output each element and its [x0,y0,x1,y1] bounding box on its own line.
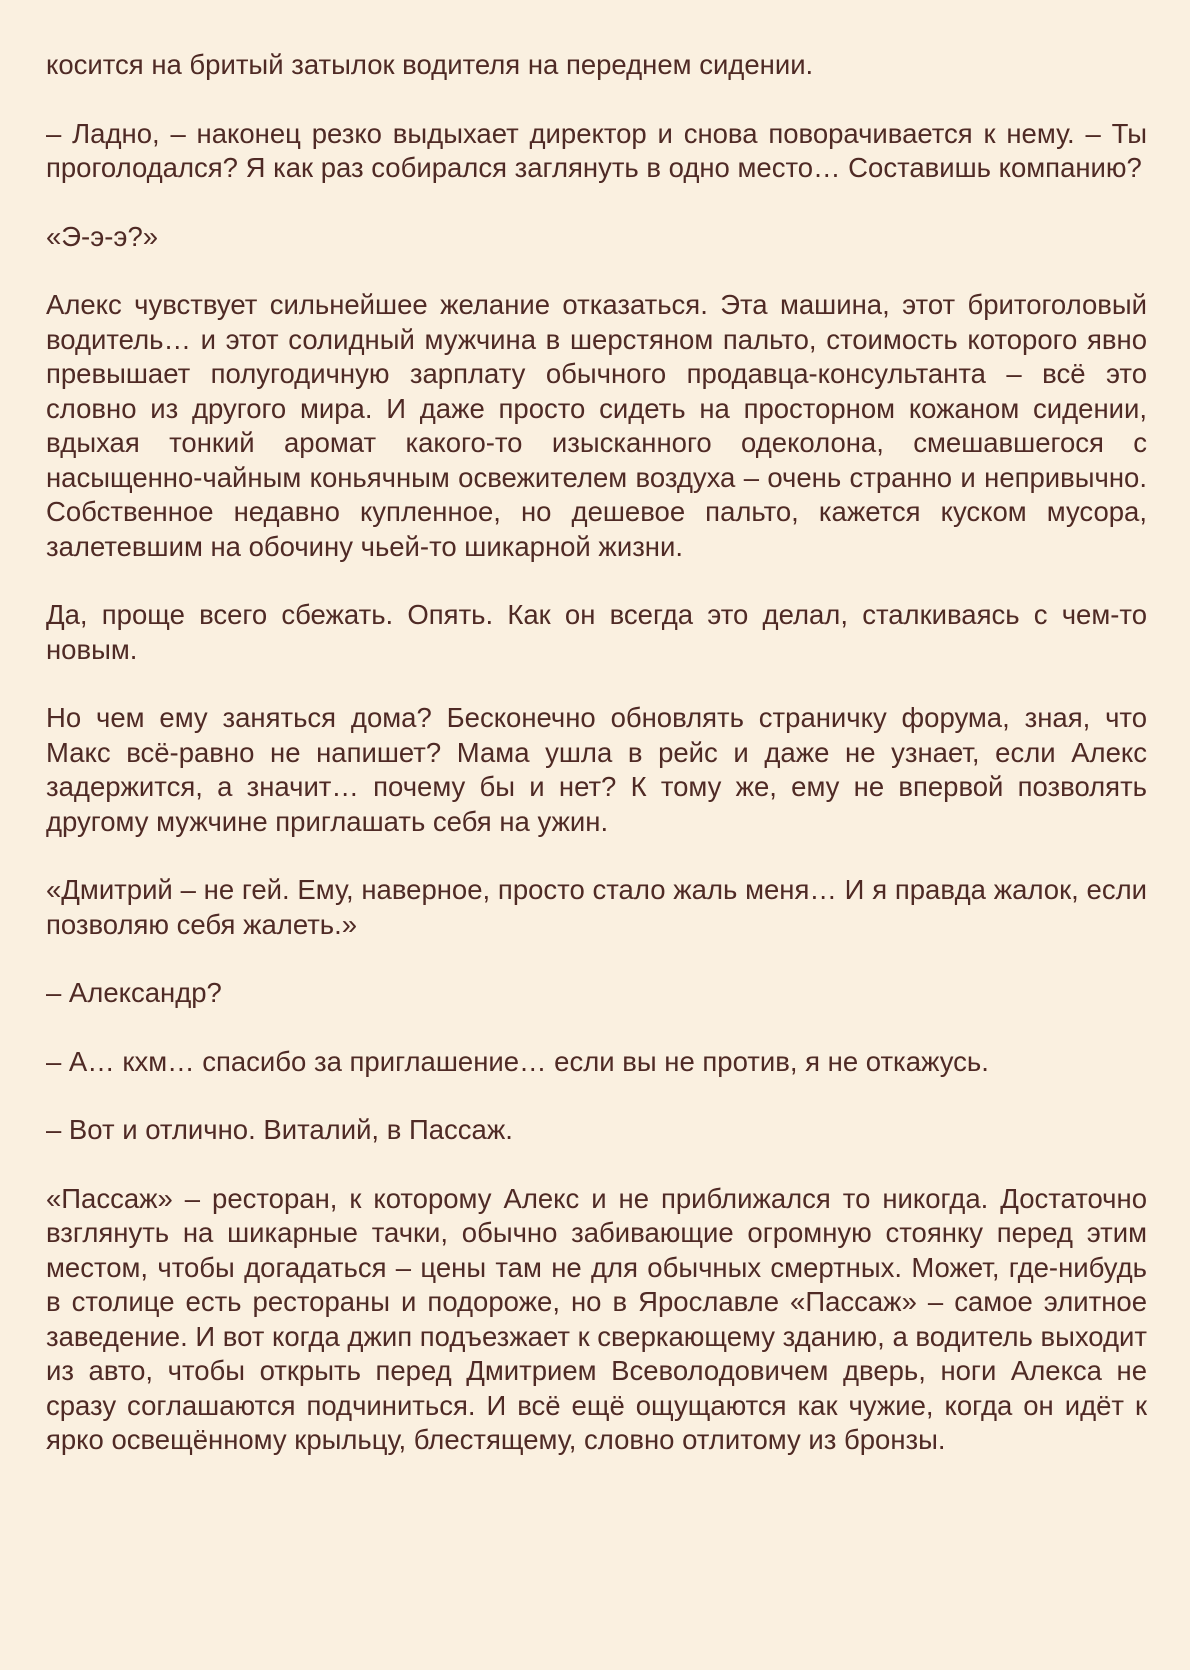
paragraph: «Дмитрий – не гей. Ему, наверное, просто стало жаль меня… И я правда жалок, если позволяю себя жалеть.» [46,874,1147,940]
paragraph: косится на бритый затылок водителя на переднем сидении. [46,49,814,80]
paragraph: – А… кхм… спасибо за приглашение… если вы не против, я не откажусь. [46,1045,989,1077]
paragraph: Да, проще всего сбежать. Опять. Как он всегда это делал, сталкиваясь с чем-то новым. [46,599,1147,665]
paragraph: – Александр? [46,977,222,1008]
paragraph: «Пассаж» – ресторан, к которому Алекс и не приближался то никогда. Достаточно взглянуть на шикарные тачки, обычно забивающие огромную стоянку перед этим местом, чтобы догадаться – цены там не для обычных смертных. Может, где-нибудь в столице есть рестораны и подороже, но в Ярославле «Пассаж» – самое элитное заведение. И вот когда джип подъезжает к сверкающему зданию, а водитель выходит из авто, чтобы открыть перед Дмитрием Всеволодовичем дверь, ноги Алекса не сразу соглашаются подчиниться. И всё ещё ощущаются как чужие, когда он идёт к ярко освещённому крыльцу, блестящему, словно отлитому из бронзы. [46,1182,1147,1455]
paragraph: Алекс чувствует сильнейшее желание отказаться. Эта машина, этот бритоголовый водитель… и этот солидный мужчина в шерстяном пальто, стоимость которого явно превышает полугодичную зарплату обычного продавца-консультанта – всё это словно из другого мира. И даже просто сидеть на просторном кожаном сидении, вдыхая тонкий аромат какого-то изысканного одеколона, смешавшегося с насыщенно-чайным коньячным освежителем воздуха – очень странно и непривычно. Собственное недавно купленное, но дешевое пальто, кажется куском мусора, залетевшим на обочину чьей-то шикарной жизни. [46,289,1147,562]
paragraph: «Э-э-э?» [46,220,159,252]
paragraph: Но чем ему заняться дома? Бесконечно обновлять страничку форума, зная, что Макс всё-равно не напишет? Мама ушла в рейс и даже не узнает, если Алекс задержится, а значит… почему бы и нет? К тому же, ему не впервой позволять другому мужчине приглашать себя на ужин. [46,702,1147,837]
paragraph: – Вот и отлично. Виталий, в Пассаж. [46,1114,513,1145]
paragraph: – Ладно, – наконец резко выдыхает директор и снова поворачивается к нему. – Ты проголодался? Я как раз собирался заглянуть в одно место… Составишь компанию? [46,117,1147,183]
